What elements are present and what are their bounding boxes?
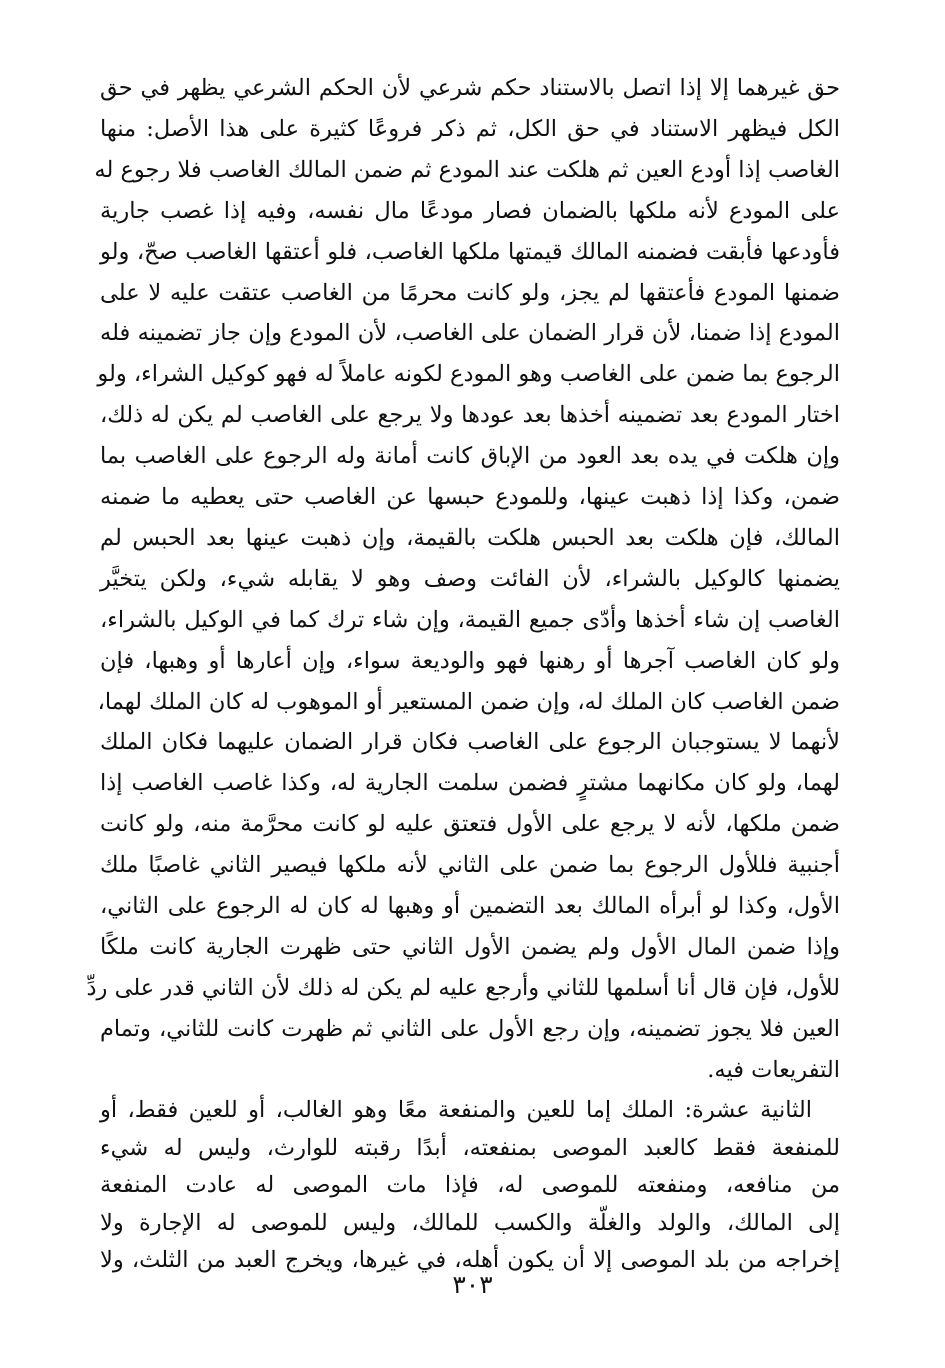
text-line: أجنبية فللأول الرجوع بما ضمن على الثاني لأنه ملكها فيصير الثاني غاصبًا ملك xyxy=(100,852,840,879)
text-line: ولو كان الغاصب آجرها أو رهنها فهو والوديعة سواء، وإن أعارها أو وهبها، فإن xyxy=(100,647,840,674)
text-line: ضمنها المودع فأعتقها لم يجز، ولو كانت محرمًا من الغاصب عتقت عليه لا على xyxy=(100,279,840,306)
text-line: الأول، وكذا لو أبرأه المالك بعد التضمين أو وهبها له كان له الرجوع على الثاني، xyxy=(100,893,840,919)
text-line: على المودع لأنه ملكها بالضمان فصار مودعًا مال نفسه، وفيه إذا غصب جارية xyxy=(100,197,840,224)
text-line: الغاصب إذا أودع العين ثم هلكت عند المودع ثم ضمن المالك الغاصب فلا رجوع له xyxy=(94,156,840,183)
text-line: ضمن، وكذا إذا ذهبت عينها، وللمودع حبسها عن الغاصب حتى يعطيه ما ضمنه xyxy=(100,484,840,510)
text-line: من منافعه، ومنفعته للموصى له، فإذا مات الموصى له عادت المنفعة xyxy=(100,1172,840,1198)
text-line: إلى المالك، والولد والغلّة والكسب للمالك، وليس للموصى له الإجارة ولا xyxy=(100,1209,840,1236)
page-number: ٣٠٣ xyxy=(452,1270,493,1299)
text-line: حق غيرهما إلا إذا اتصل بالاستناد حكم شرعي لأن الحكم الشرعي يظهر في حق xyxy=(100,75,840,101)
text-line: ضمن الغاصب كان الملك له، وإن ضمن المستعير أو الموهوب له كان الملك لهما، xyxy=(97,688,840,715)
text-line: فأودعها فأبقت فضمنه المالك قيمتها ملكها الغاصب، فلو أعتقها الغاصب صحّ، ولو xyxy=(100,238,840,265)
text-line: الرجوع بما ضمن على الغاصب وهو المودع لكونه عاملاً له فهو كوكيل الشراء، ولو xyxy=(97,361,840,388)
text-line: ضمن ملكها، لأنه لا يرجع على الأول فتعتق عليه لو كانت محرَّمة منه، ولو كانت xyxy=(100,811,840,838)
text-line: لهما، ولو كان مكانهما مشترٍ فضمن سلمت الجارية له، وكذا غاصب الغاصب إذا xyxy=(100,770,840,797)
text-line: لأنهما لا يستوجبان الرجوع على الغاصب فكان قرار الضمان عليهما فكان الملك xyxy=(100,729,840,756)
text-line: المالك، فإن هلكت بعد الحبس هلكت بالقيمة، وإن ذهبت عينها بعد الحبس لم xyxy=(100,524,840,551)
text-line: يضمنها كالوكيل بالشراء، لأن الفائت وصف وهو لا يقابله شيء، ولكن يتخيَّر xyxy=(100,565,840,592)
text-line: للمنفعة فقط كالعبد الموصى بمنفعته، أبدًا رقبته للوارث، وليس له شيء xyxy=(100,1134,840,1161)
text-line: وإذا ضمن المال الأول ولم يضمن الأول الثاني حتى ظهرت الجارية كانت ملكًا xyxy=(100,933,840,960)
text-line: المودع إذا ضمنا، لأن قرار الضمان على الغاصب، لأن المودع وإن جاز تضمينه فله xyxy=(100,320,840,347)
text-line: الثانية عشرة: الملك إما للعين والمنفعة معًا وهو الغالب، أو للعين فقط، أو xyxy=(100,1097,812,1123)
text-line: للأول، فإن قال أنا أسلمها للثاني وأرجع عليه لم يكن له ذلك لأن الثاني قدر على ردِّ xyxy=(86,974,840,1001)
text-line: اختار المودع بعد تضمينه أخذها بعد عودها ولا يرجع على الغاصب لم يكن له ذلك، xyxy=(100,402,840,429)
text-line: الغاصب إن شاء أخذها وأدّى جميع القيمة، وإن شاء ترك كما في الوكيل بالشراء، xyxy=(100,606,840,633)
text-line: وإن هلكت في يده بعد العود من الإباق كانت أمانة وله الرجوع على الغاصب بما xyxy=(100,443,840,470)
text-line: إخراجه من بلد الموصى إلا أن يكون أهله، في غيرها، ويخرج العبد من الثلث، ولا xyxy=(100,1247,840,1273)
text-line: العين فلا يجوز تضمينه، وإن رجع الأول على الثاني ثم ظهرت كانت للثاني، وتمام xyxy=(100,1015,840,1042)
text-line: التفريعات فيه. xyxy=(707,1056,840,1083)
text-line: الكل فيظهر الاستناد في حق الكل، ثم ذكر فروعًا كثيرة على هذا الأصل: منها xyxy=(100,115,840,142)
